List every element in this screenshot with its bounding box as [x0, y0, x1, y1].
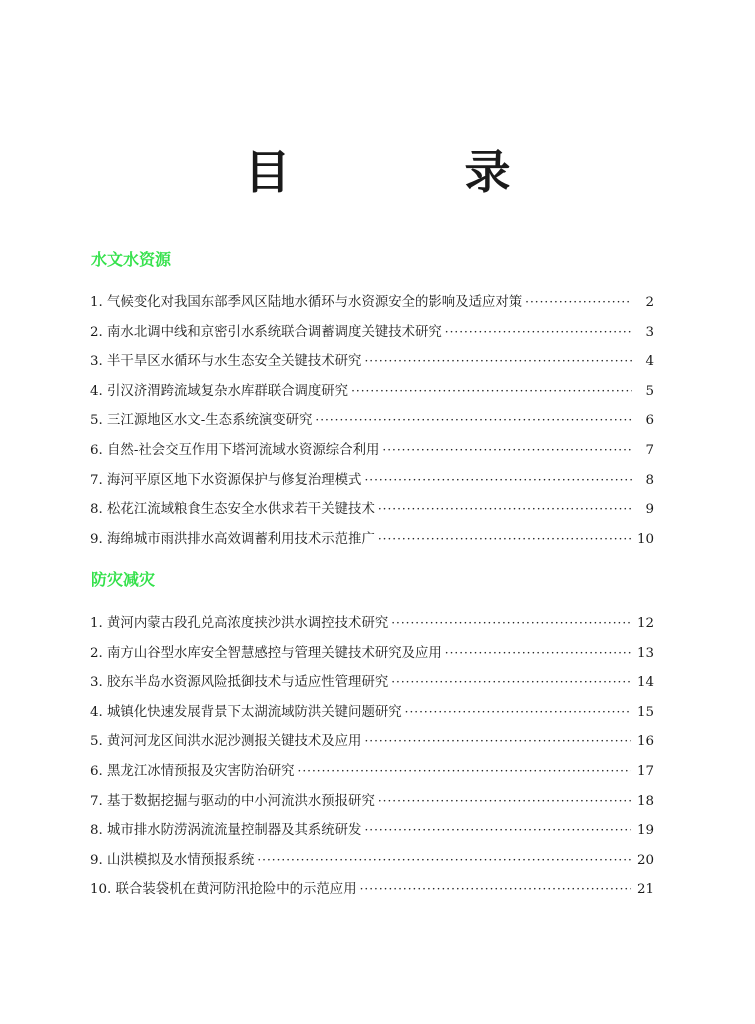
toc-dot-leader [257, 850, 631, 870]
toc-entry-title: 1. 黄河内蒙古段孔兑高浓度挟沙洪水调控技术研究 [90, 616, 389, 631]
toc-entry-title: 3. 胶东半岛水资源风险抵御技术与适应性管理研究 [90, 675, 389, 691]
toc-page-number: 5 [645, 383, 654, 399]
toc-entry[interactable] [90, 529, 654, 559]
toc-entry[interactable] [90, 381, 654, 411]
section-heading-hydrology: 水文水资源 [91, 250, 172, 269]
toc-dot-leader [378, 529, 631, 549]
toc-entry-title: 5. 黄河河龙区间洪水泥沙测报关键技术及应用 [90, 734, 362, 750]
toc-entry[interactable] [90, 322, 654, 352]
toc-entry[interactable] [90, 820, 654, 850]
toc-page-number: 7 [645, 442, 654, 458]
toc-entry-title: 9. 山洪模拟及水情预报系统 [90, 852, 255, 868]
toc-page-number: 18 [636, 793, 654, 809]
toc-page-number: 13 [636, 645, 654, 661]
toc-dot-leader [360, 879, 631, 899]
toc-dot-leader [525, 292, 632, 312]
page-title: 目 录 [244, 145, 575, 199]
toc-entry[interactable] [90, 613, 654, 643]
toc-entry-title: 6. 自然-社会交互作用下塔河流域水资源综合利用 [90, 442, 380, 458]
toc-page-number: 19 [636, 823, 654, 839]
toc-entry[interactable] [90, 470, 654, 500]
toc-entry-title: 1. 气候变化对我国东部季风区陆地水循环与水资源安全的影响及适应对策 [90, 295, 523, 310]
toc-entry-title: 7. 海河平原区地下水资源保护与修复治理模式 [90, 472, 362, 488]
toc-page-number: 14 [636, 675, 654, 691]
toc-entry-title: 5. 三江源地区水文-生态系统演变研究 [90, 413, 313, 429]
toc-dot-leader [315, 410, 632, 430]
toc-dot-leader [382, 440, 632, 460]
toc-dot-leader [391, 613, 631, 633]
toc-entry[interactable] [90, 672, 654, 702]
toc-dot-leader [364, 731, 631, 751]
toc-entry-title: 10. 联合装袋机在黄河防汛抢险中的示范应用 [90, 882, 357, 898]
toc-entry[interactable] [90, 292, 654, 322]
toc-page-number: 12 [636, 616, 654, 631]
toc-entry[interactable] [90, 879, 654, 909]
toc-dot-leader [364, 351, 632, 371]
toc-page-number: 21 [636, 882, 654, 898]
toc-entry[interactable] [90, 850, 654, 880]
toc-dot-leader [391, 672, 631, 692]
toc-page-number: 8 [645, 472, 654, 488]
toc-list-hydrology [90, 292, 654, 558]
toc-page-number: 10 [636, 531, 654, 547]
toc-entry-title: 4. 城镇化快速发展背景下太湖流域防洪关键问题研究 [90, 704, 402, 720]
toc-entry-title: 7. 基于数据挖掘与驱动的中小河流洪水预报研究 [90, 793, 375, 809]
toc-list-disaster-prevention [90, 613, 654, 909]
toc-entry-title: 8. 城市排水防涝涡流流量控制器及其系统研发 [90, 823, 362, 839]
toc-entry[interactable] [90, 351, 654, 381]
toc-page-number: 15 [636, 704, 654, 720]
toc-entry-title: 4. 引汉济渭跨流域复杂水库群联合调度研究 [90, 383, 349, 399]
toc-dot-leader [364, 820, 631, 840]
toc-page-number: 4 [645, 354, 654, 370]
toc-entry[interactable] [90, 702, 654, 732]
toc-dot-leader [364, 470, 632, 490]
toc-dot-leader [378, 499, 632, 519]
toc-page-number: 3 [645, 324, 654, 340]
toc-dot-leader [378, 791, 631, 811]
toc-dot-leader [445, 643, 631, 663]
toc-entry-title: 6. 黑龙江冰情预报及灾害防治研究 [90, 763, 295, 779]
toc-entry-title: 8. 松花江流域粮食生态安全水供求若干关键技术 [90, 502, 375, 518]
toc-dot-leader [351, 381, 632, 401]
toc-entry[interactable] [90, 791, 654, 821]
toc-entry[interactable] [90, 410, 654, 440]
toc-entry[interactable] [90, 731, 654, 761]
toc-page-number: 9 [645, 502, 654, 518]
section-heading-disaster-prevention: 防灾减灾 [91, 570, 156, 589]
toc-page-number: 16 [636, 734, 654, 750]
toc-entry-title: 2. 南水北调中线和京密引水系统联合调蓄调度关键技术研究 [90, 324, 442, 340]
toc-dot-leader [405, 702, 631, 722]
toc-dot-leader [298, 761, 631, 781]
toc-entry[interactable] [90, 499, 654, 529]
toc-entry-title: 9. 海绵城市雨洪排水高效调蓄利用技术示范推广 [90, 531, 375, 547]
toc-entry-title: 3. 半干旱区水循环与水生态安全关键技术研究 [90, 354, 362, 370]
toc-page-number: 2 [645, 295, 654, 310]
toc-entry-title: 2. 南方山谷型水库安全智慧感控与管理关键技术研究及应用 [90, 645, 442, 661]
toc-dot-leader [445, 322, 632, 342]
toc-entry[interactable] [90, 440, 654, 470]
toc-entry[interactable] [90, 761, 654, 791]
toc-page-number: 6 [645, 413, 654, 429]
toc-page-number: 20 [636, 852, 654, 868]
toc-page-number: 17 [636, 763, 654, 779]
toc-entry[interactable] [90, 643, 654, 673]
